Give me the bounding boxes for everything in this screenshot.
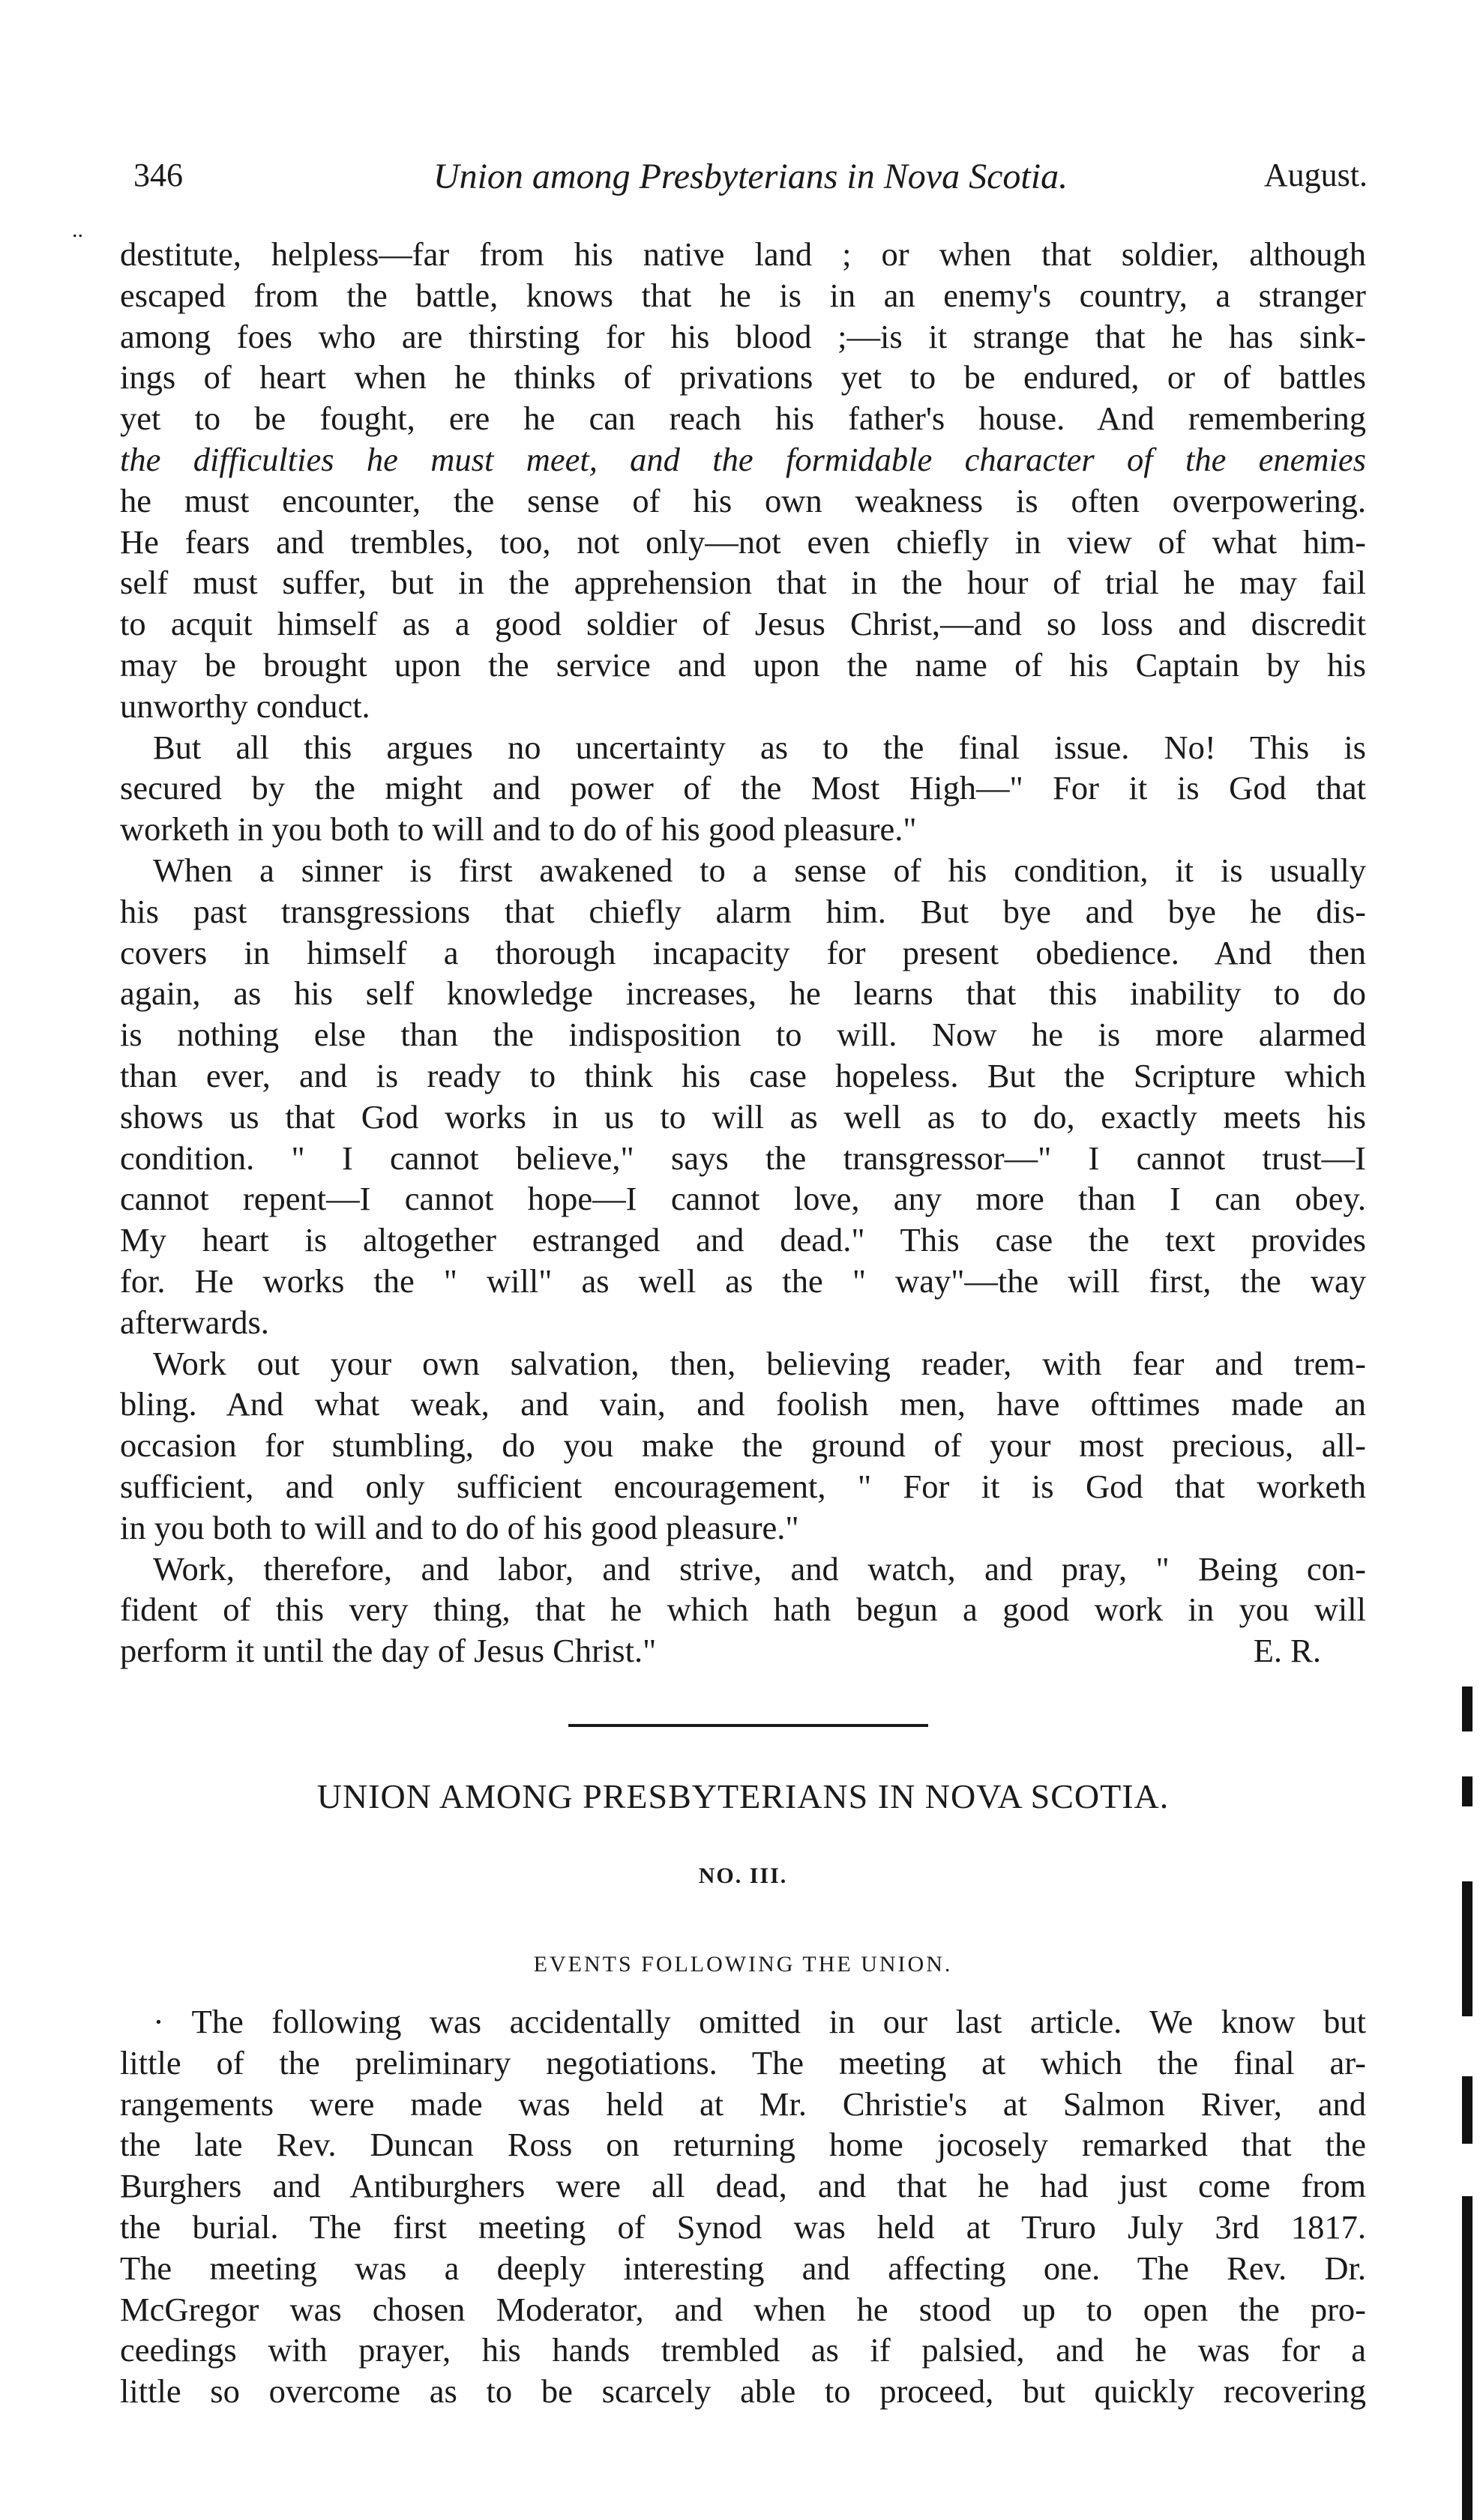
- text-line: When a sinner is first awakened to a sense of his condition, it is usually: [153, 851, 1366, 889]
- text-line: unworthy conduct.: [120, 687, 370, 725]
- text-line: is nothing else than the indisposition to will. Now he is more alarmed: [120, 1016, 1366, 1054]
- text-line: than ever, and is ready to think his case hopeless. But the Scripture which: [120, 1056, 1366, 1094]
- section-subtitle: EVENTS FOLLOWING THE UNION.: [533, 1952, 953, 1977]
- text-line: covers in himself a thorough incapacity for present obedience. And then: [120, 933, 1366, 971]
- text-line: the late Rev. Duncan Ross on returning home jocosely remarked that the: [120, 2126, 1366, 2164]
- text-line: yet to be fought, ere he can reach his father's house. And remembering: [120, 400, 1366, 438]
- text-line: condition. " I cannot believe," says the transgressor—" I cannot trust—I: [120, 1139, 1366, 1177]
- text-line: Work out your own salvation, then, believing reader, with fear and trem-: [153, 1344, 1366, 1382]
- page-number: 346: [133, 157, 183, 193]
- text-line: fident of this very thing, that he which hath begun a good work in you will: [120, 1591, 1366, 1629]
- text-line: little so overcome as to be scarcely able to proceed, but quickly recovering: [120, 2372, 1366, 2411]
- text-line: again, as his self knowledge increases, he learns that this inability to do: [120, 974, 1366, 1013]
- section-title: UNION AMONG PRESBYTERIANS IN NOVA SCOTIA.: [316, 1777, 1170, 1815]
- text-line: My heart is altogether estranged and dead." This case the text provides: [120, 1221, 1366, 1259]
- text-line: rangements were made was held at Mr. Christie's at Salmon River, and: [120, 2085, 1366, 2123]
- text-line: may be brought upon the service and upon the name of his Captain by his: [120, 645, 1366, 684]
- section-number: NO. III.: [698, 1863, 788, 1888]
- article-text: [120, 234, 1366, 1672]
- text-line: ings of heart when he thinks of privations yet to be endured, or of battles: [120, 358, 1366, 397]
- text-line: McGregor was chosen Moderator, and when he stood up to open the pro-: [120, 2290, 1366, 2328]
- text-line: Work, therefore, and labor, and strive, and watch, and pray, " Being con-: [153, 1549, 1366, 1588]
- page-edge-shadow: [1428, 1686, 1480, 2520]
- text-line: secured by the might and power of the Most High—" For it is God that: [120, 769, 1366, 807]
- header-month: August.: [1263, 157, 1368, 193]
- section-text: [120, 2001, 1366, 2412]
- text-line: perform it until the day of Jesus Christ.": [120, 1632, 657, 1670]
- text-line: The meeting was a deeply interesting and affecting one. The Rev. Dr.: [120, 2249, 1366, 2287]
- text-line: he must encounter, the sense of his own weakness is often overpowering.: [120, 481, 1366, 519]
- margin-mark: ..: [72, 217, 83, 242]
- text-line: worketh in you both to will and to do of his good pleasure.": [120, 810, 917, 848]
- text-line: to acquit himself as a good soldier of Jesus Christ,—and so loss and discredit: [120, 605, 1366, 643]
- text-line: afterwards.: [120, 1303, 269, 1341]
- text-line: He fears and trembles, too, not only—not even chiefly in view of what him-: [120, 522, 1366, 561]
- text-line: ceedings with prayer, his hands trembled as if palsied, and he was for a: [120, 2331, 1366, 2369]
- text-line: little of the preliminary negotiations. The meeting at which the final ar-: [120, 2043, 1366, 2082]
- text-line: Burghers and Antiburghers were all dead, and that he had just come from: [120, 2167, 1366, 2205]
- text-line: in you both to will and to do of his good pleasure.": [120, 1508, 799, 1546]
- text-line: bling. And what weak, and vain, and foolish men, have ofttimes made an: [120, 1385, 1366, 1423]
- text-line: cannot repent—I cannot hope—I cannot love, any more than I can obey.: [120, 1180, 1366, 1218]
- text-line: escaped from the battle, knows that he is in an enemy's country, a stranger: [120, 276, 1366, 314]
- text-line: the burial. The first meeting of Synod was held at Truro July 3rd 1817.: [120, 2207, 1366, 2246]
- closing-line: [120, 1630, 1366, 1672]
- text-line: But all this argues no uncertainty as to the final issue. No! This is: [153, 728, 1366, 766]
- running-title: Union among Presbyterians in Nova Scotia.: [433, 157, 1068, 196]
- text-line: his past transgressions that chiefly alarm him. But bye and bye he dis-: [120, 892, 1366, 930]
- text-line: occasion for stumbling, do you make the ground of your most precious, all-: [120, 1426, 1366, 1465]
- running-header: [133, 156, 1368, 208]
- text-line: · The following was accidentally omitted in our last article. We know but: [153, 2003, 1366, 2040]
- text-line: destitute, helpless—far from his native land ; or when that soldier, although: [120, 235, 1366, 273]
- text-line: shows us that God works in us to will as well as to do, exactly meets his: [120, 1097, 1366, 1136]
- divider-rule: [568, 1724, 928, 1727]
- text-line: among foes who are thirsting for his blood ;—is it strange that he has sink-: [120, 317, 1366, 355]
- text-line: self must suffer, but in the apprehension that in the hour of trial he may fail: [120, 564, 1366, 602]
- text-line: sufficient, and only sufficient encouragement, " For it is God that worketh: [120, 1467, 1366, 1505]
- text-line: for. He works the " will" as well as the " way"—the will first, the way: [120, 1261, 1366, 1300]
- author-initials: E. R.: [1253, 1632, 1321, 1670]
- text-line: the difficulties he must meet, and the formidable character of the enemies: [120, 440, 1366, 478]
